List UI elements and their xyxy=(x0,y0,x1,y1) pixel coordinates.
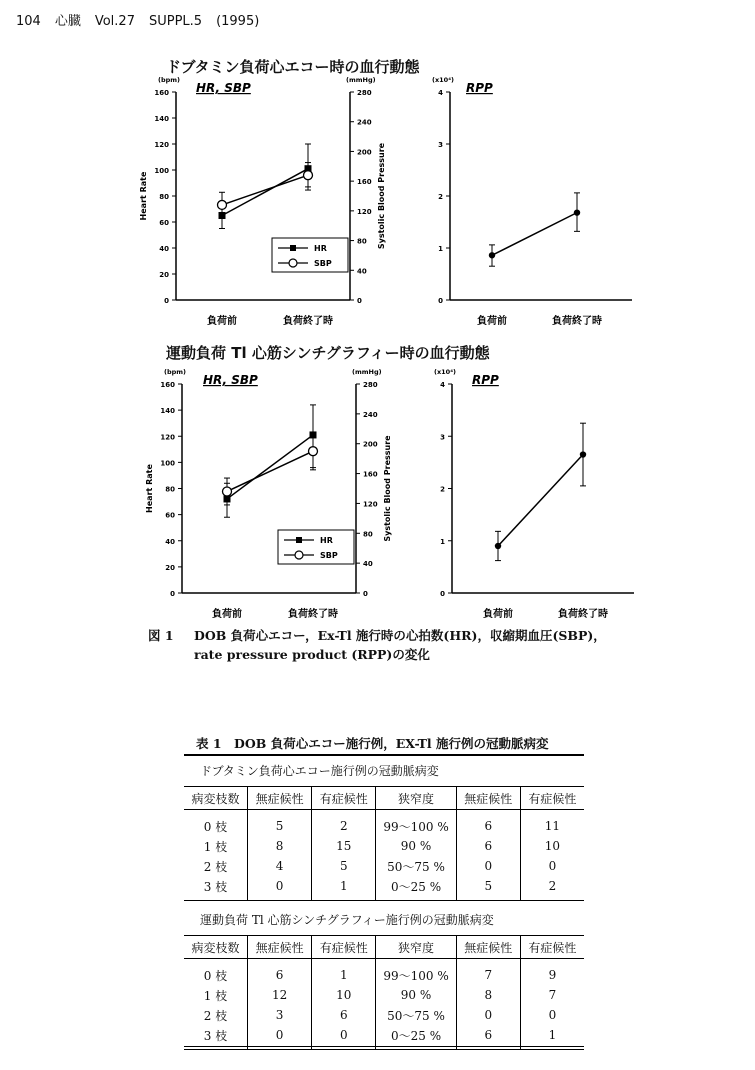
y-axis-label-left: Heart Rate xyxy=(145,464,154,513)
y-tick-label-left: 20 xyxy=(159,271,169,279)
y-tick-label-right: 240 xyxy=(363,410,378,419)
y-tick-label-right: 120 xyxy=(357,207,372,216)
x-tick-label: 負荷前 xyxy=(477,316,507,327)
journal-volume: Vol.27 xyxy=(94,14,135,29)
table-cell: 11 xyxy=(520,810,584,837)
section-title-dobutamine: ドブタミン負荷心エコー時の血行動態 xyxy=(166,58,420,76)
table-header-row xyxy=(184,936,584,959)
y-tick-label-left: 0 xyxy=(170,590,175,598)
y-tick-label-left: 40 xyxy=(165,537,175,546)
table-row xyxy=(184,836,584,856)
table-cell: 90 % xyxy=(376,985,456,1005)
y-tick-label-left: 160 xyxy=(154,89,169,97)
y-axis-unit-left: (x10⁴) xyxy=(434,368,457,376)
series-line-rpp xyxy=(498,455,583,546)
x-tick-label: 負荷前 xyxy=(212,609,242,620)
y-tick-label-right: 240 xyxy=(357,118,372,127)
y-tick-label-left: 120 xyxy=(160,433,175,442)
table-row xyxy=(184,959,584,986)
series-line-sbp xyxy=(222,175,308,205)
legend-label: HR xyxy=(314,244,327,253)
y-tick-label-right: 120 xyxy=(363,500,378,509)
data-point-rpp xyxy=(489,252,495,258)
table-cell: 0 xyxy=(456,856,520,876)
y-tick-label-right: 200 xyxy=(363,440,378,449)
y-tick-label-left: 100 xyxy=(154,167,169,175)
column-header: 無症候性 xyxy=(248,787,312,810)
table-cell: 3 枝 xyxy=(184,1025,248,1050)
y-tick-label-left: 40 xyxy=(159,245,169,253)
column-header: 無症候性 xyxy=(248,936,312,959)
y-tick-label-left: 160 xyxy=(160,381,175,389)
y-axis-unit-right: (mmHg) xyxy=(352,368,382,376)
figure-caption xyxy=(148,626,606,664)
series-line-hr xyxy=(227,435,313,499)
table-section-title-exercise-tl: 運動負荷 Tl 心筋シンチグラフィー施行例の冠動脈病変 xyxy=(200,913,494,927)
table-header-row xyxy=(184,787,584,810)
panel-title: RPP xyxy=(466,81,493,95)
panel-title: HR, SBP xyxy=(203,373,258,387)
data-point-rpp xyxy=(574,209,580,215)
legend-label: SBP xyxy=(314,259,332,268)
legend-box xyxy=(278,530,354,564)
table-cell: 5 xyxy=(248,810,312,837)
column-header: 有症候性 xyxy=(520,936,584,959)
table-cell: 7 xyxy=(520,985,584,1005)
y-axis-unit-left: (bpm) xyxy=(164,368,187,376)
table-cell: 0 xyxy=(248,876,312,901)
y-tick-label-right: 80 xyxy=(357,237,367,246)
y-tick-label-left: 1 xyxy=(440,537,445,546)
y-tick-label-left: 60 xyxy=(165,511,175,520)
table-cell: 1 枝 xyxy=(203,988,228,1003)
table-cell: 6 xyxy=(456,810,520,837)
series-line-hr xyxy=(222,169,308,216)
legend-marker-hr xyxy=(296,537,302,543)
table-row xyxy=(184,1005,584,1025)
table-cell: 7 xyxy=(456,959,520,986)
y-tick-label-left: 140 xyxy=(154,115,169,123)
data-point-sbp xyxy=(309,447,318,456)
x-tick-label: 負荷終了時 xyxy=(558,609,608,620)
legend-marker-sbp xyxy=(289,259,297,267)
table-row xyxy=(184,810,584,837)
table-title: 表 1 DOB 負荷心エコー施行例，EX-Tl 施行例の冠動脈病変 xyxy=(196,736,549,751)
column-header: 無症候性 xyxy=(456,936,520,959)
table-cell: 4 xyxy=(248,856,312,876)
x-tick-label: 負荷前 xyxy=(207,316,237,327)
y-tick-label-left: 80 xyxy=(159,193,169,201)
column-header: 有症候性 xyxy=(312,936,376,959)
x-tick-label: 負荷終了時 xyxy=(288,609,338,620)
table-cell: 5 xyxy=(312,856,376,876)
data-point-sbp xyxy=(218,200,227,209)
table-cell: 0 枝 xyxy=(203,819,228,834)
y-tick-label-right: 0 xyxy=(363,590,368,598)
y-tick-label-left: 60 xyxy=(159,219,169,227)
table-cell: 8 xyxy=(248,836,312,856)
legend-label: SBP xyxy=(320,551,338,560)
series-line-sbp xyxy=(227,451,313,491)
data-point-sbp xyxy=(304,171,313,180)
journal-year: (1995) xyxy=(216,14,260,29)
table-cell: 15 xyxy=(312,836,376,856)
journal-name: 心臓 xyxy=(54,14,81,29)
y-tick-label-left: 20 xyxy=(165,563,175,572)
table-cell: 6 xyxy=(456,836,520,856)
table-bottom-rule xyxy=(184,1046,584,1047)
table-cell: 9 xyxy=(520,959,584,986)
figure-label: 図 1 xyxy=(148,628,174,643)
table-cell: 6 xyxy=(248,959,312,986)
table-cell: 3 枝 xyxy=(184,876,248,901)
table-cell: 0 xyxy=(312,1025,376,1050)
x-tick-label: 負荷前 xyxy=(483,609,513,620)
caption-line-1: DOB 負荷心エコー，Ex-Tl 施行時の心拍数(HR)，収縮期血圧(SBP)， xyxy=(194,628,606,643)
table-cell: 6 xyxy=(456,1025,520,1050)
table-section-title-dobutamine: ドブタミン負荷心エコー施行例の冠動脈病変 xyxy=(200,764,439,778)
y-tick-label-right: 160 xyxy=(363,470,378,479)
data-table-exercise-tl xyxy=(184,935,584,1050)
table-cell: 99〜100 % xyxy=(376,810,456,837)
y-tick-label-left: 4 xyxy=(438,89,443,97)
table-cell: 10 xyxy=(520,836,584,856)
page-number: 104 xyxy=(16,14,41,29)
y-tick-label-left: 4 xyxy=(440,381,445,389)
column-header: 病変枝数 xyxy=(184,936,248,959)
column-header: 狭窄度 xyxy=(376,787,456,810)
y-axis-label-left: Heart Rate xyxy=(139,171,148,221)
column-header: 無症候性 xyxy=(456,787,520,810)
table-top-rule xyxy=(184,754,584,756)
y-tick-label-left: 0 xyxy=(438,297,443,305)
table-cell: 6 xyxy=(312,1005,376,1025)
y-axis-unit-right: (mmHg) xyxy=(346,76,376,84)
table-cell: 0 xyxy=(520,856,584,876)
table-cell: 2 xyxy=(312,810,376,837)
table-cell: 50〜75 % xyxy=(376,1005,456,1025)
data-point-rpp xyxy=(580,451,586,457)
table-cell: 0 xyxy=(456,1005,520,1025)
table-cell: 2 枝 xyxy=(203,1008,228,1023)
panel-title: HR, SBP xyxy=(196,81,251,95)
y-axis-unit-left: (x10⁴) xyxy=(432,76,455,84)
y-tick-label-right: 40 xyxy=(357,267,367,276)
y-tick-label-right: 200 xyxy=(357,148,372,157)
table-cell: 50〜75 % xyxy=(376,856,456,876)
table-cell: 2 xyxy=(520,876,584,901)
table-cell: 90 % xyxy=(376,836,456,856)
y-tick-label-left: 120 xyxy=(154,141,169,149)
table-cell: 0〜25 % xyxy=(376,1025,456,1050)
series-line-rpp xyxy=(492,213,577,256)
y-tick-label-left: 3 xyxy=(440,433,445,442)
table-cell: 0〜25 % xyxy=(376,876,456,901)
table-cell: 99〜100 % xyxy=(376,959,456,986)
table-row xyxy=(184,985,584,1005)
table-cell: 3 xyxy=(248,1005,312,1025)
legend-marker-sbp xyxy=(295,551,303,559)
table-cell: 2 枝 xyxy=(203,859,228,874)
table-cell: 8 xyxy=(456,985,520,1005)
y-tick-label-left: 1 xyxy=(438,245,443,253)
legend-label: HR xyxy=(320,536,333,545)
y-tick-label-right: 280 xyxy=(363,381,378,389)
table-cell: 5 xyxy=(456,876,520,901)
caption-line-2: rate pressure product (RPP)の変化 xyxy=(194,647,430,662)
table-cell: 1 xyxy=(520,1025,584,1050)
data-table-dobutamine xyxy=(184,786,584,901)
table-cell: 0 xyxy=(520,1005,584,1025)
data-point-rpp xyxy=(495,543,501,549)
y-axis-label-right: Systolic Blood Pressure xyxy=(377,142,386,250)
y-tick-label-left: 80 xyxy=(165,485,175,494)
table-cell: 1 xyxy=(312,876,376,901)
y-tick-label-left: 3 xyxy=(438,141,443,149)
y-axis-unit-left: (bpm) xyxy=(158,76,181,84)
table-cell: 0 枝 xyxy=(203,968,228,983)
table-cell: 1 xyxy=(312,959,376,986)
y-axis-label-right: Systolic Blood Pressure xyxy=(383,435,392,542)
panel-title: RPP xyxy=(472,373,499,387)
table-cell: 0 xyxy=(248,1025,312,1050)
y-tick-label-right: 0 xyxy=(357,297,362,305)
table-row xyxy=(184,856,584,876)
column-header: 有症候性 xyxy=(520,787,584,810)
table-cell: 12 xyxy=(248,985,312,1005)
x-tick-label: 負荷終了時 xyxy=(552,316,602,327)
y-tick-label-left: 0 xyxy=(164,297,169,305)
legend-box xyxy=(272,238,348,272)
column-header: 有症候性 xyxy=(312,787,376,810)
y-tick-label-right: 160 xyxy=(357,178,372,187)
table-cell: 1 枝 xyxy=(203,839,228,854)
journal-supplement: SUPPL.5 xyxy=(148,14,203,29)
table-cell: 10 xyxy=(312,985,376,1005)
x-tick-label: 負荷終了時 xyxy=(283,316,333,327)
y-tick-label-left: 2 xyxy=(438,193,443,201)
section-title-exercise-tl: 運動負荷 Tl 心筋シンチグラフィー時の血行動態 xyxy=(166,344,490,362)
y-tick-label-right: 40 xyxy=(363,560,373,569)
y-tick-label-left: 140 xyxy=(160,407,175,416)
table-row xyxy=(184,876,584,901)
y-tick-label-left: 0 xyxy=(440,590,445,598)
y-tick-label-right: 280 xyxy=(357,89,372,97)
y-tick-label-right: 80 xyxy=(363,530,373,539)
data-point-sbp xyxy=(223,487,232,496)
y-tick-label-left: 100 xyxy=(160,459,175,468)
column-header: 狭窄度 xyxy=(376,936,456,959)
y-tick-label-left: 2 xyxy=(440,485,445,494)
column-header: 病変枝数 xyxy=(184,787,248,810)
legend-marker-hr xyxy=(290,245,296,251)
